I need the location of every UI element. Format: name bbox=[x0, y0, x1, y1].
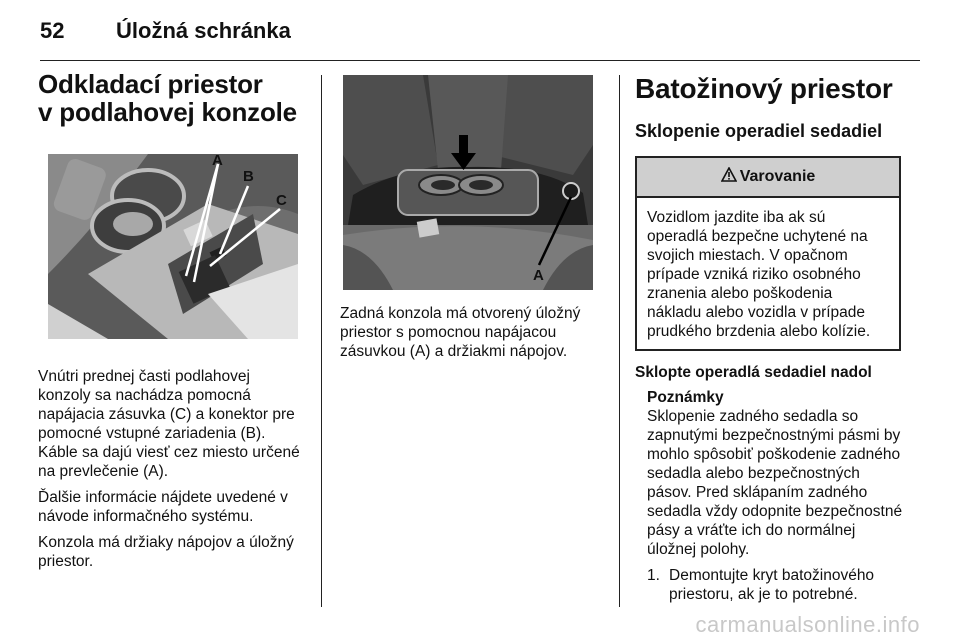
note-text: Sklopenie zadného sedadla so zapnutými bezpečnostnými pásmi by mohlo spôsobiť poškodenie zadného sedadla alebo bezpečnostných pásov. Pred sklápaním zadného sedadla vždy odopnite bezpečnostné pásy a vráťte ich do normálnej úložnej polohy. bbox=[647, 408, 903, 558]
warning-box bbox=[635, 156, 901, 351]
section-title-line-1: Odkladací priestor bbox=[38, 69, 263, 99]
note-block bbox=[647, 388, 905, 559]
list-item bbox=[647, 566, 905, 604]
section-title-luggage: Batožinový priestor bbox=[635, 73, 893, 104]
column-2 bbox=[340, 75, 596, 368]
paragraph-infotainment-ref: Ďalšie informácie nájdete uvedené v návode informačného systému. bbox=[38, 489, 288, 525]
column-divider-2 bbox=[619, 75, 620, 607]
warning-heading: Varovanie bbox=[739, 168, 816, 185]
rear-console-illustration bbox=[343, 75, 593, 290]
figure-label-a: A bbox=[212, 154, 223, 169]
warning-text: Vozidlom jazdite iba ak sú operadlá bezpečne uchytené na svojich miestach. V opačnom prípade vzniká riziko osobného zranenia alebo poškodenia nákladu alebo vozidla v prípade prudkého brzdenia alebo kolízie. bbox=[647, 209, 871, 340]
rear-console-figure bbox=[343, 75, 593, 290]
paragraph-cup-holders: Konzola má držiaky nápojov a úložný priestor. bbox=[38, 534, 294, 570]
list-item-number: 1. bbox=[647, 567, 660, 584]
column-3 bbox=[635, 72, 905, 604]
section-title-floor-console bbox=[38, 70, 306, 126]
warning-header bbox=[637, 158, 899, 198]
note-label: Poznámky bbox=[647, 389, 724, 406]
header-rule bbox=[40, 60, 920, 61]
subtitle-fold-seats: Sklopenie operadiel sedadiel bbox=[635, 121, 883, 141]
figure-label-a: A bbox=[533, 267, 544, 284]
subheading-fold-down: Sklopte operadlá sedadiel nadol bbox=[635, 364, 872, 381]
list-item-text: Demontujte kryt batožinového priestoru, ak je to potrebné. bbox=[669, 567, 875, 603]
column-divider-1 bbox=[321, 75, 322, 607]
chapter-title: Úložná schránka bbox=[116, 18, 291, 43]
front-console-illustration bbox=[48, 154, 298, 339]
front-console-figure bbox=[48, 154, 298, 339]
page-header bbox=[40, 18, 920, 48]
figure-label-c: C bbox=[276, 192, 287, 209]
warning-triangle-icon bbox=[721, 167, 737, 187]
paragraph-rear-console: Zadná konzola má otvorený úložný priestor s pomocnou napájacou zásuvkou (A) a držiakmi nápojov. bbox=[340, 305, 581, 360]
section-title-line-2: v podlahovej konzole bbox=[38, 97, 297, 127]
watermark: carmanualsonline.info bbox=[695, 612, 920, 637]
paragraph-console-power: Vnútri prednej časti podlahovej konzoly sa nachádza pomocná napájacia zásuvka (C) a konektor pre pomocné vstupné zariadenia (B). Káble sa dajú viesť cez miesto určené na prevlečenie (A). bbox=[38, 368, 300, 480]
figure-label-b: B bbox=[243, 168, 254, 185]
page-number: 52 bbox=[40, 18, 65, 43]
column-1 bbox=[38, 70, 306, 578]
